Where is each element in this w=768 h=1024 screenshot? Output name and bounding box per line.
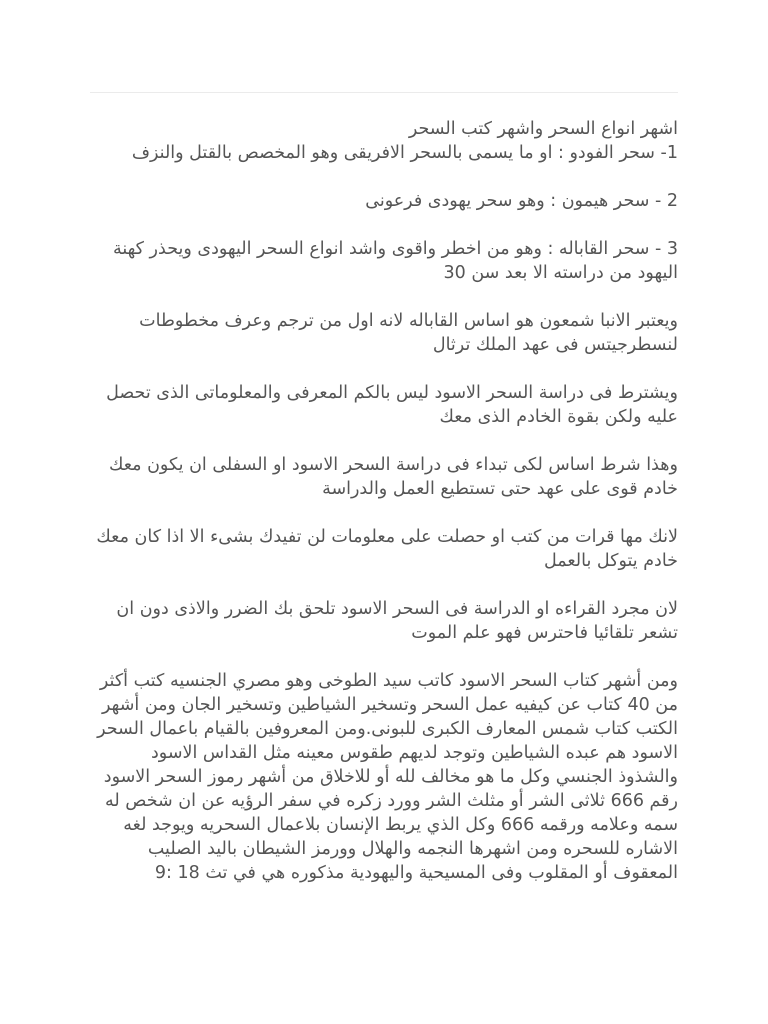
paragraph-hemon: 2 - سحر هيمون : وهو سحر يهودى فرعونى	[365, 191, 678, 211]
paragraph-kabbalah: 3 - سحر القاباله : وهو من اخطر واقوى واشد انواع السحر اليهودى ويحذر كهنة اليهود من دراسته الا بعد سن 30	[112, 239, 678, 283]
paragraph-basic-condition: وهذا شرط اساس لكى تبداء فى دراسة السحر الاسود او السفلى ان يكون معك خادم قوى على عهد حتى تستطيع العمل والدراسة	[108, 455, 678, 499]
paragraph-warning: لان مجرد القراءه او الدراسة فى السحر الاسود تلحق بك الضرر والاذى دون ان تشعر تلقائيا فاحترس فهو علم الموت	[116, 599, 678, 643]
paragraph-anba-shimon: ويعتبر الانبا شمعون هو اساس القاباله لانه اول من ترجم وعرف مخطوطات لنسطرجيتس فى عهد الملك ترثال	[139, 311, 678, 355]
paragraph-servant: لانك مها قرات من كتب او حصلت على معلومات لن تفيدك بشىء الا اذا كان معك خادم يتوكل بالعمل	[96, 527, 678, 571]
paragraph-famous-writers: ومن أشهر كتاب السحر الاسود كاتب سيد الطوخى وهو مصري الجنسيه كتب أكثر من 40 كتاب عن كيفيه عمل السحر وتسخير الشياطين وتسخير الجان ومن أشهر الكتب كتاب شمس المعارف الكبرى للبونى.ومن المعروفين بالقيام باعمال السحر الاسود هم عبده الشياطين وتوجد لديهم طقوس معينه مثل القداس الاسود والشذوذ الجنسي وكل ما هو مخالف لله أو للاخلاق من أشهر رموز السحر الاسود رقم 666 ثلاثى الشر أو مثلث الشر وورد زكره في سفر الرؤيه عن ان شخص له سمه وعلامه ورقمه 666 وكل الذي يربط الإنسان بلاعمال السحريه ويوجد لغه الاشاره للسحره ومن اشهرها النجمه والهلال وورمز الشيطان باليد الصليب المعقوف أو المقلوب وفى المسيحية واليهودية مذكوره هي في تث 18 :9	[97, 671, 678, 883]
document-title: اشهر انواع السحر واشهر كتب السحر	[408, 119, 678, 139]
paragraph-condition: ويشترط فى دراسة السحر الاسود ليس بالكم المعرفى والمعلوماتى الذى تحصل عليه ولكن بقوة الخادم الذى معك	[106, 383, 678, 427]
document-body	[90, 117, 678, 885]
top-divider	[90, 92, 678, 93]
paragraph-voodoo: 1- سحر الفودو : او ما يسمى بالسحر الافريقى وهو المخصص بالقتل والنزف	[131, 143, 678, 163]
